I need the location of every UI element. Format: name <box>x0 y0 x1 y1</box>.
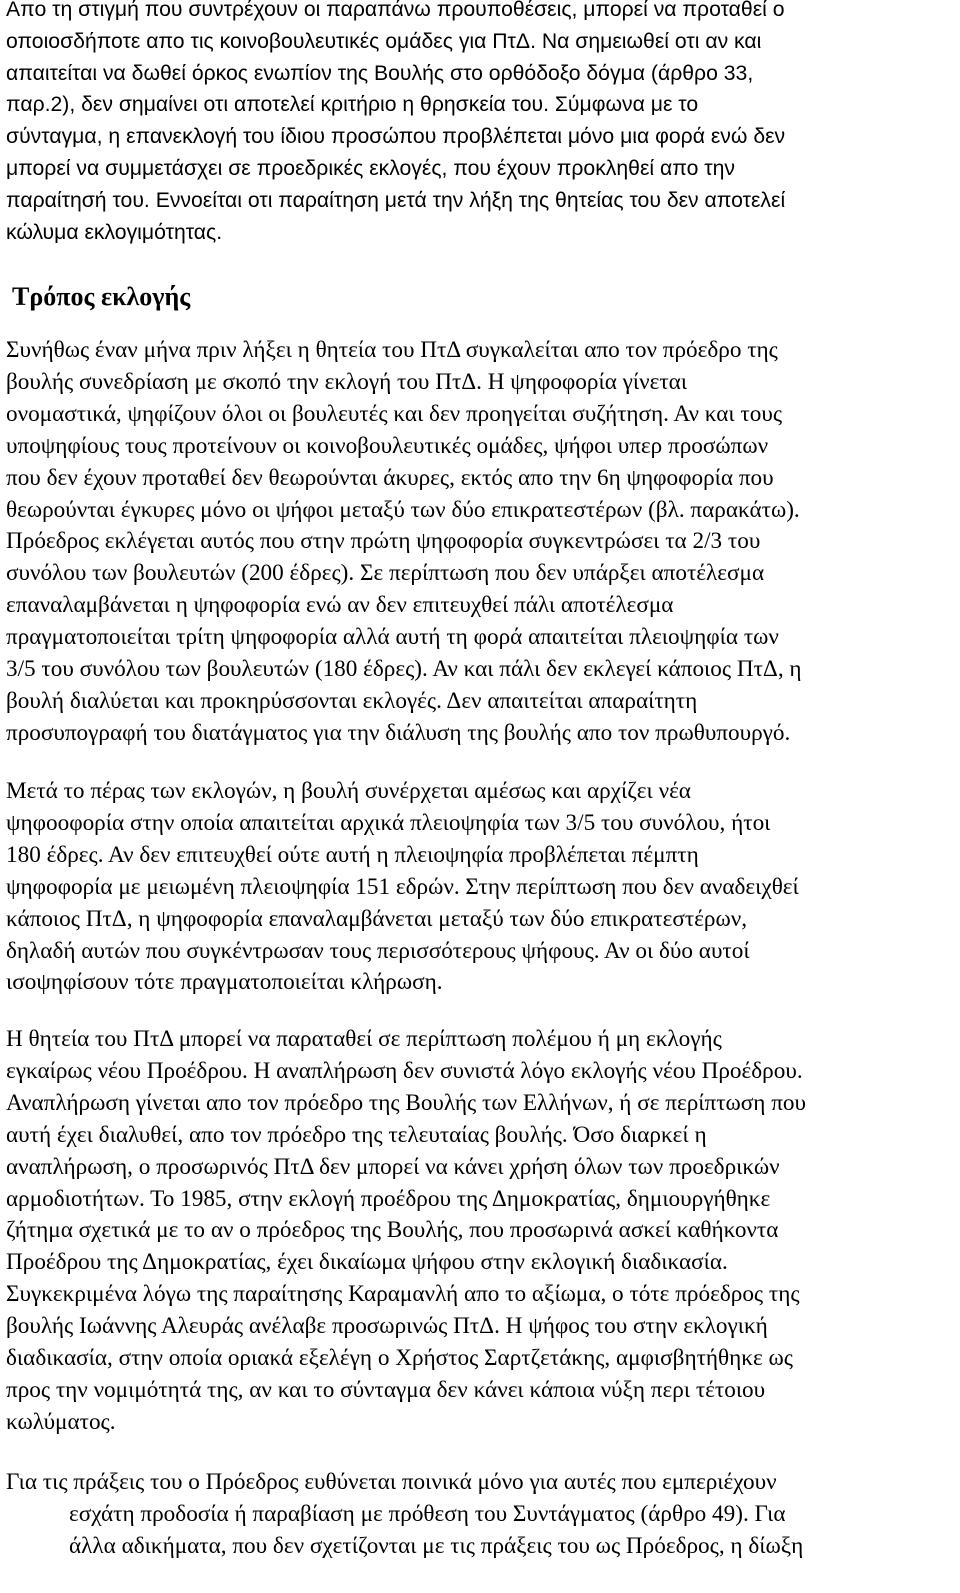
intro-line: Απο τη στιγμή που συντρέχουν οι παραπάνω προυποθέσεις, μπορεί να προταθεί ο <box>6 0 785 21</box>
paragraph-line: Η θητεία του ΠτΔ μπορεί να παραταθεί σε περίπτωση πολέμου ή μη εκλογής <box>6 1026 722 1052</box>
intro-line: οποιοσδήποτε απο τις κοινοβουλευτικές ομάδες για ΠτΔ. Να σημειωθεί οτι αν και <box>6 29 762 53</box>
intro-line: κώλυμα εκλογιμότητας. <box>6 220 223 244</box>
paragraph-line: Πρόεδρος εκλέγεται αυτός που στην πρώτη ψηφοφορία συγκεντρώσει τα 2/3 του <box>6 528 761 555</box>
paragraph-line: προς την νομιμότητά της, αν και το σύνταγμα δεν κάνει κάποια νύξη περι τέτοιου <box>6 1376 766 1403</box>
paragraph-line: Συγκεκριμένα λόγω της παραίτησης Καραμανλή απο το αξίωμα, ο τότε πρόεδρος της <box>6 1281 800 1308</box>
intro-line: σύνταγμα, η επανεκλογή του ίδιου προσώπου προβλέπεται μόνο μια φορά ενώ δεν <box>6 125 786 149</box>
paragraph-line: ονομαστικά, ψηφίζουν όλοι οι βουλευτές και δεν προηγείται συζήτηση. Αν και τους <box>6 400 783 427</box>
paragraph-line: βουλή διαλύεται και προκηρύσσονται εκλογές. Δεν απαιτείται απαραίτητη <box>6 687 698 714</box>
intro-paragraph <box>6 0 785 248</box>
paragraph-line: βουλής συνεδρίαση με σκοπό την εκλογή του ΠτΔ. Η ψηφοφορία γίνεται <box>6 368 688 395</box>
paragraph-line: επαναλαμβάνεται η ψηφοφορία ενώ αν δεν επιτευχθεί πάλι αποτέλεσμα <box>6 592 674 619</box>
paragraph-line: κάποιος ΠτΔ, η ψηφοφορία επαναλαμβάνεται μεταξύ των δύο επικρατεστέρων, <box>6 905 748 932</box>
paragraph-line: Αναπλήρωση γίνεται απο τον πρόεδρο της Βουλής των Ελλήνων, ή σε περίπτωση που <box>6 1089 806 1116</box>
paragraph-line: αναπλήρωση, ο προσωρινός ΠτΔ δεν μπορεί να κάνει χρήση όλων των προεδρικών <box>6 1153 780 1180</box>
paragraph-line: προσυπογραφή του διατάγματος για την διάλυση της βουλής απο τον πρωθυπουργό. <box>6 719 791 746</box>
paragraph-line: 3/5 του συνόλου των βουλευτών (180 έδρες). Αν και πάλι δεν εκλεγεί κάποιος ΠτΔ, η <box>6 656 802 683</box>
term-extension-paragraph <box>6 1024 806 1439</box>
post-election-paragraph <box>6 776 799 999</box>
paragraph-line: ζήτημα σχετικά με το αν ο πρόεδρος της Βουλής, που προσωρινά ασκεί καθήκοντα <box>6 1217 779 1244</box>
paragraph-line: διαδικασία, στην οποία οριακά εξελέγη ο Χρήστος Σαρτζετάκης, αμφισβητήθηκε ως <box>6 1345 793 1372</box>
paragraph-line: θεωρούνται έγκυρες μόνο οι ψήφοι μεταξύ των δύο επικρατεστέρων (βλ. παρακάτω). <box>6 496 800 523</box>
paragraph-line: συνόλου των βουλευτών (200 έδρες). Σε περίπτωση που δεν υπάρξει αποτέλεσμα <box>6 560 765 587</box>
paragraph-line: δηλαδή αυτών που συγκέντρωσαν τους περισσότερους ψήφους. Αν οι δύο αυτοί <box>6 937 750 964</box>
paragraph-line: Προέδρου της Δημοκρατίας, έχει δικαίωμα ψήφου στην εκλογική διαδικασία. <box>6 1249 728 1276</box>
liability-paragraph <box>6 1467 803 1563</box>
paragraph-line: ψηφοφορία με μειωμένη πλειοψηφία 151 εδρών. Στην περίπτωση που δεν αναδειχθεί <box>6 873 799 900</box>
paragraph-line: Μετά το πέρας των εκλογών, η βουλή συνέρχεται αμέσως και αρχίζει νέα <box>6 778 691 804</box>
paragraph-line: υποψηφίους τους προτείνουν οι κοινοβουλευτικές ομάδες, ψήφοι υπερ προσώπων <box>6 432 769 459</box>
paragraph-line: βουλής Ιωάννης Αλευράς ανέλαβε προσωρινώς ΠτΔ. Η ψήφος του στην εκλογική <box>6 1313 768 1340</box>
paragraph-line: που δεν έχουν προταθεί δεν θεωρούνται άκυρες, εκτός απο την 6η ψηφοφορία που <box>6 464 774 491</box>
paragraph-line: εγκαίρως νέου Προέδρου. Η αναπλήρωση δεν συνιστά λόγο εκλογής νέου Προέδρου. <box>6 1057 803 1084</box>
paragraph-line: αυτή έχει διαλυθεί, απο τον πρόεδρο της τελευταίας βουλής. Όσο διαρκεί η <box>6 1121 707 1148</box>
paragraph-line: ψηφοοφορία στην οποία απαιτείται αρχικά πλειοψηφία των 3/5 του συνόλου, ήτοι <box>6 809 771 836</box>
paragraph-line: Για τις πράξεις του ο Πρόεδρος ευθύνεται ποινικά μόνο για αυτές που εμπεριέχουν <box>6 1469 777 1495</box>
intro-line: μπορεί να συμμετάσχει σε προεδρικές εκλογές, που έχουν προκληθεί απο την <box>6 156 735 180</box>
intro-line: απαιτείται να δωθεί όρκος ενωπίον της Βουλής στο ορθόδοξο δόγμα (άρθρο 33, <box>6 61 754 85</box>
section-heading: Τρόπος εκλογής <box>12 282 191 311</box>
intro-line: παρ.2), δεν σημαίνει οτι αποτελεί κριτήριο η θρησκεία του. Σύμφωνα με το <box>6 93 699 117</box>
intro-line: παραίτησή του. Εννοείται οτι παραίτηση μετά την λήξη της θητείας του δεν αποτελεί <box>6 188 786 212</box>
paragraph-line: πραγματοποιείται τρίτη ψηφοφορία αλλά αυτή τη φορά απαιτείται πλειοψηφία των <box>6 624 779 651</box>
paragraph-line: άλλα αδικήματα, που δεν σχετίζονται με τις πράξεις του ως Πρόεδρος, η δίωξη <box>69 1532 804 1559</box>
paragraph-line: κωλύματος. <box>6 1408 116 1435</box>
paragraph-line: εσχάτη προδοσία ή παραβίαση με πρόθεση του Συντάγματος (άρθρο 49). Για <box>69 1500 786 1527</box>
paragraph-line: Συνήθως έναν μήνα πριν λήξει η θητεία του ΠτΔ συγκαλείται απο τον πρόεδρο της <box>6 337 778 363</box>
paragraph-line: ισοψηφίσουν τότε πραγματοποιείται κλήρωση. <box>6 969 443 996</box>
paragraph-line: αρμοδιοτήτων. Το 1985, στην εκλογή προέδρου της Δημοκρατίας, δημιουργήθηκε <box>6 1185 771 1212</box>
paragraph-line: 180 έδρες. Αν δεν επιτευχθεί ούτε αυτή η πλειοψηφία προβλέπεται πέμπτη <box>6 841 699 868</box>
election-method-paragraph <box>6 335 802 750</box>
